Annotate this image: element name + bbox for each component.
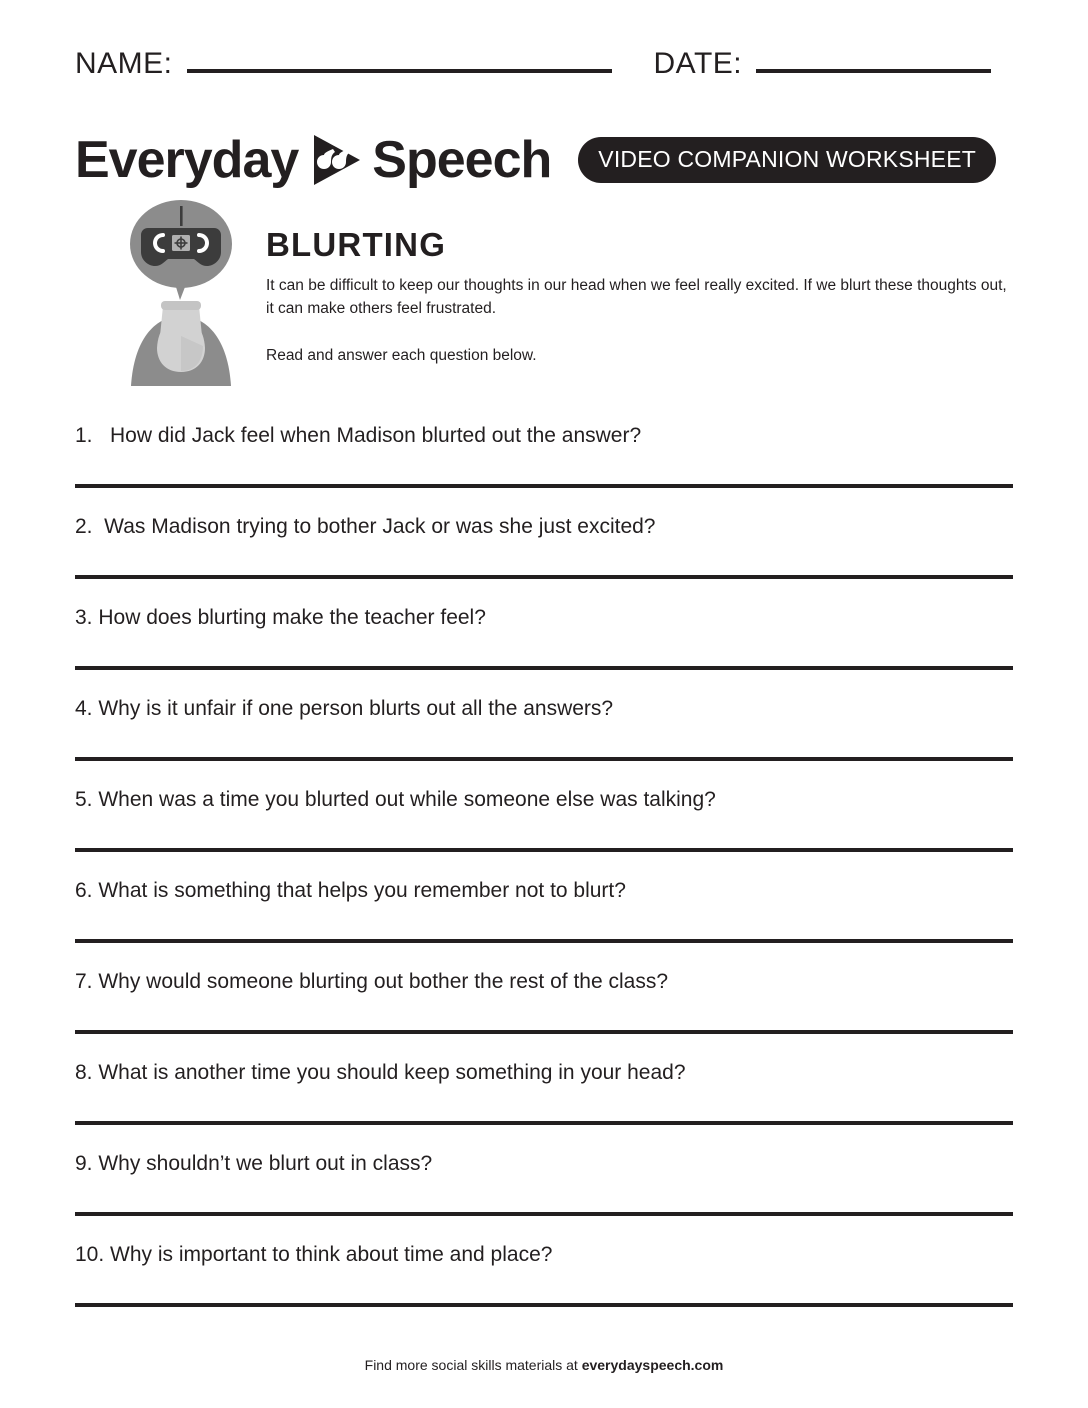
question-item xyxy=(75,1055,1013,1146)
name-date-row xyxy=(75,44,1013,84)
intro-description: It can be difficult to keep our thoughts in our head when we feel really excited. If we blurt these thoughts out, it can make others feel frustrated. xyxy=(266,277,1007,317)
answer-write-line[interactable] xyxy=(75,1212,1013,1216)
answer-write-line[interactable] xyxy=(75,848,1013,852)
question-item xyxy=(75,509,1013,600)
intro-instruction: Read and answer each question below. xyxy=(266,346,537,364)
name-label: NAME: xyxy=(75,47,173,80)
answer-write-line[interactable] xyxy=(75,666,1013,670)
footer-prefix: Find more social skills materials at xyxy=(364,1357,582,1373)
question-item xyxy=(75,691,1013,782)
play-quote-icon xyxy=(310,133,362,187)
question-item xyxy=(75,782,1013,873)
answer-write-line[interactable] xyxy=(75,939,1013,943)
video-companion-worksheet-badge: VIDEO COMPANION WORKSHEET xyxy=(578,137,996,183)
question-item xyxy=(75,1146,1013,1237)
footer-site: everydayspeech.com xyxy=(581,1357,724,1373)
answer-write-line[interactable] xyxy=(75,1030,1013,1034)
speech-bubble-with-game-controller-icon xyxy=(128,196,234,388)
question-text: 7. Why would someone blurting out bother the rest of the class? xyxy=(75,970,668,993)
answer-write-line[interactable] xyxy=(75,484,1013,488)
answer-write-line[interactable] xyxy=(75,575,1013,579)
question-item xyxy=(75,873,1013,964)
question-text: 9. Why shouldn’t we blurt out in class? xyxy=(75,1152,433,1175)
answer-write-line[interactable] xyxy=(75,1303,1013,1307)
date-write-line[interactable] xyxy=(756,69,991,73)
question-text: 4. Why is it unfair if one person blurts out all the answers? xyxy=(75,697,614,720)
name-write-line[interactable] xyxy=(187,69,612,73)
question-text: 2. Was Madison trying to bother Jack or was she just excited? xyxy=(75,515,656,538)
intro-block xyxy=(266,228,1014,368)
question-item xyxy=(75,418,1013,509)
brand-header xyxy=(75,125,1015,195)
logo-word-everyday: Everyday xyxy=(75,131,299,189)
footer xyxy=(0,1357,1088,1373)
question-text: 8. What is another time you should keep something in your head? xyxy=(75,1061,686,1084)
question-list xyxy=(75,418,1013,1328)
date-label: DATE: xyxy=(653,47,743,80)
page-title: BLURTING xyxy=(266,226,447,263)
answer-write-line[interactable] xyxy=(75,1121,1013,1125)
logo-word-speech: Speech xyxy=(372,131,552,189)
question-item xyxy=(75,600,1013,691)
answer-write-line[interactable] xyxy=(75,757,1013,761)
question-text: 1. How did Jack feel when Madison blurted out the answer? xyxy=(75,424,642,447)
question-item xyxy=(75,1237,1013,1328)
question-text: 3. How does blurting make the teacher feel? xyxy=(75,606,486,629)
question-text: 10. Why is important to think about time and place? xyxy=(75,1243,553,1266)
question-text: 6. What is something that helps you remember not to blurt? xyxy=(75,879,626,902)
question-text: 5. When was a time you blurted out while someone else was talking? xyxy=(75,788,716,811)
question-item xyxy=(75,964,1013,1055)
